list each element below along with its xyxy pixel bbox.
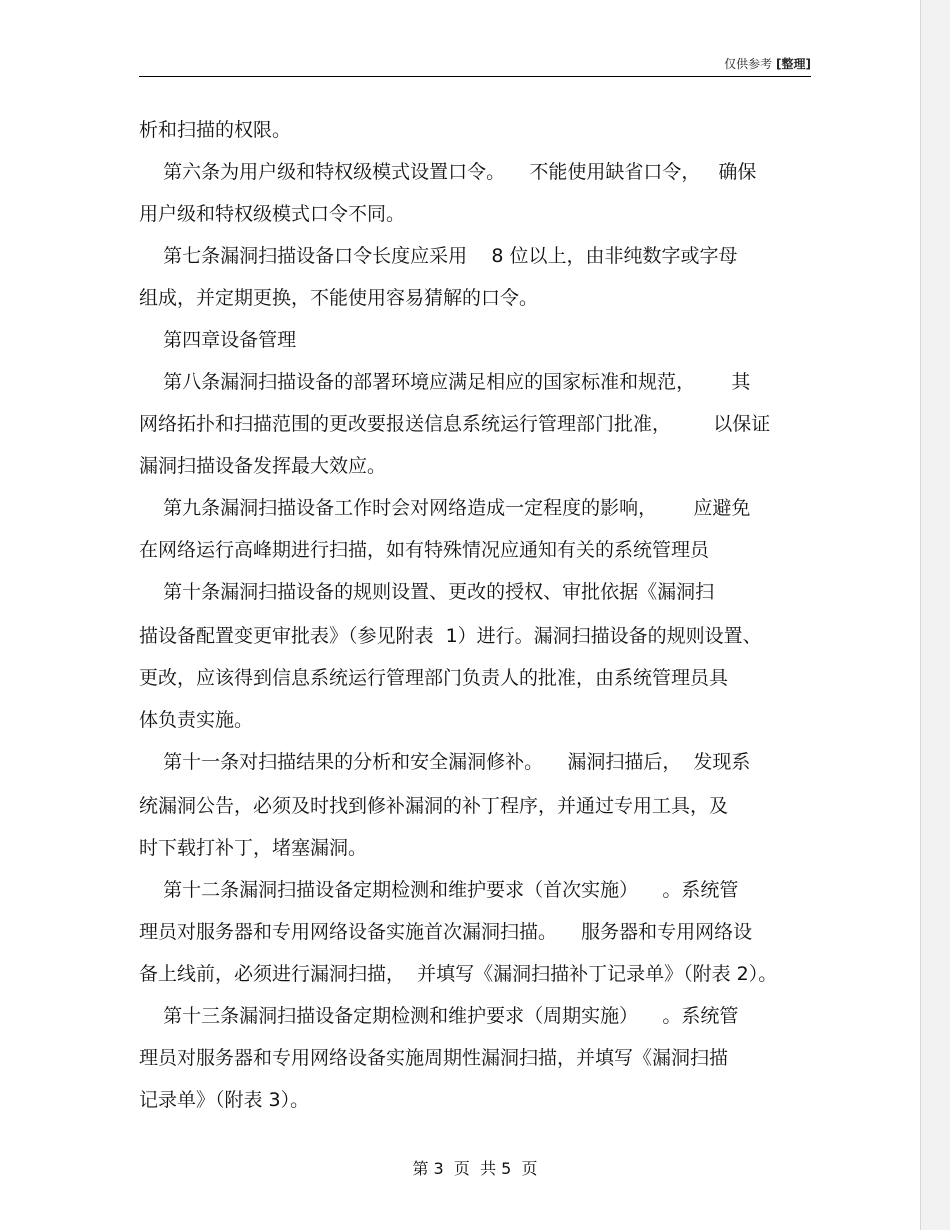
text-line: 理员对服务器和专用网络设备实施首次漏洞扫描。 服务器和专用网络设 (139, 921, 753, 943)
page-footer: 第 3 页 共 5 页 (412, 1159, 538, 1178)
page-header (139, 56, 811, 77)
text-line: 第十二条漏洞扫描设备定期检测和维护要求（首次实施） 。系统管 (139, 879, 739, 901)
text-line: 析和扫描的权限。 (139, 119, 292, 141)
text-line: 第九条漏洞扫描设备工作时会对网络造成一定程度的影响， 应避免 (139, 497, 751, 519)
text-line: 漏洞扫描设备发挥最大效应。 (139, 455, 387, 477)
text-line: 记录单》（附表 3）。 (139, 1089, 310, 1111)
text-line: 更改，应该得到信息系统运行管理部门负责人的批准，由系统管理员具 (139, 667, 729, 689)
header-bracket-label: [整理] (776, 57, 811, 71)
text-line: 第十条漏洞扫描设备的规则设置、更改的授权、审批依据《漏洞扫 (139, 581, 715, 603)
text-line: 理员对服务器和专用网络设备实施周期性漏洞扫描，并填写《漏洞扫描 (139, 1047, 729, 1069)
text-line: 网络拓扑和扫描范围的更改要报送信息系统运行管理部门批准， 以保证 (139, 413, 771, 435)
text-line: 时下载打补丁，堵塞漏洞。 (139, 837, 368, 859)
text-line: 用户级和特权级模式口令不同。 (139, 203, 406, 225)
header-text: 仅供参考 (724, 57, 773, 71)
text-line: 描设备配置变更审批表》（参见附表 1）进行。漏洞扫描设备的规则设置、 (139, 625, 762, 647)
text-line: 第十一条对扫描结果的分析和安全漏洞修补。 漏洞扫描后， 发现系 (139, 751, 751, 773)
text-line: 第四章设备管理 (139, 329, 297, 351)
text-line: 备上线前，必须进行漏洞扫描， 并填写《漏洞扫描补丁记录单》（附表 2）。 (139, 963, 778, 985)
text-line: 第十三条漏洞扫描设备定期检测和维护要求（周期实施） 。系统管 (139, 1005, 739, 1027)
text-line: 统漏洞公告，必须及时找到修补漏洞的补丁程序，并通过专用工具，及 (139, 795, 729, 817)
text-line: 第七条漏洞扫描设备口令长度应采用 8 位以上，由非纯数字或字母 (139, 245, 738, 267)
text-line: 第八条漏洞扫描设备的部署环境应满足相应的国家标准和规范， 其 (139, 371, 751, 393)
text-line: 组成，并定期更换，不能使用容易猜解的口令。 (139, 287, 539, 309)
text-line: 第六条为用户级和特权级模式设置口令。 不能使用缺省口令， 确保 (139, 161, 757, 183)
text-line: 体负责实施。 (139, 709, 254, 731)
text-line: 在网络运行高峰期进行扫描，如有特殊情况应通知有关的系统管理员 (139, 539, 710, 561)
